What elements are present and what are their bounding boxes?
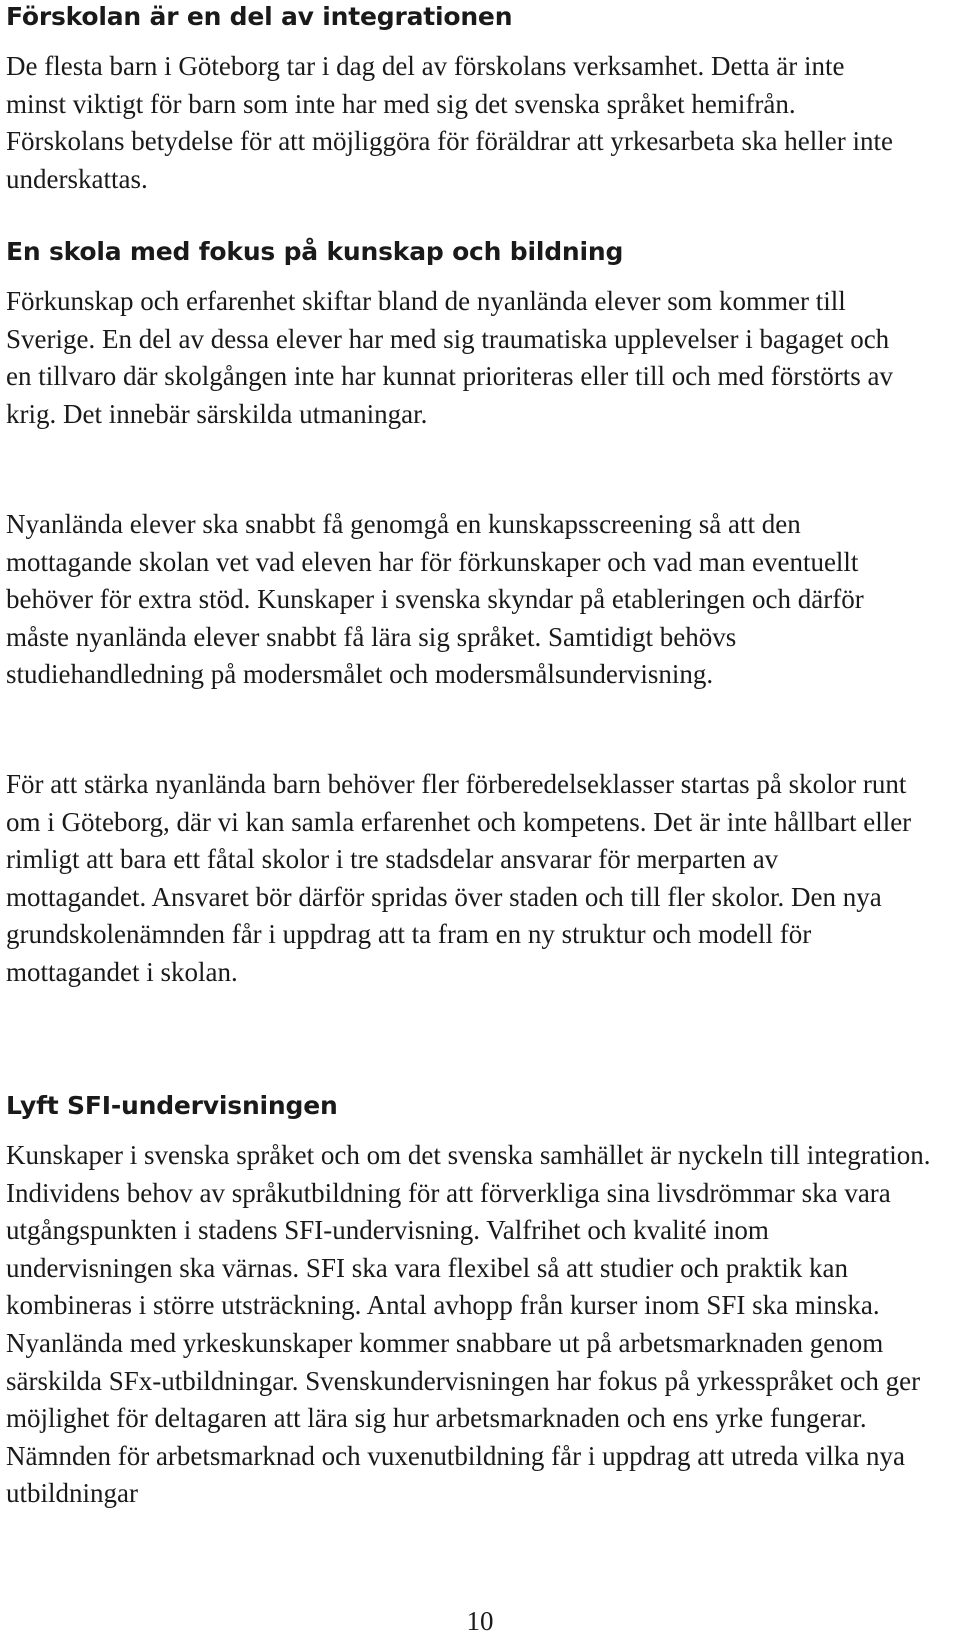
section-heading-skola: En skola med fokus på kunskap och bildning — [6, 237, 624, 266]
section-heading-forskolan: Förskolan är en del av integrationen — [6, 2, 513, 31]
paragraph-nyanlanda-elever: Nyanlända elever ska snabbt få genomgå en kunskapsscreening så att den mottagande skolan vet vad eleven har för förkunskaper och vad man eventuellt behöver för extra stöd. Kunskaper i svenska skyndar på etableringen och därför måste nyanlända elever snabbt få lära sig språket. Samtidigt behövs studiehandledning på modersmålet och modersmålsundervisning. — [6, 509, 864, 690]
paragraph-forskolan: De flesta barn i Göteborg tar i dag del av förskolans verksamhet. Detta är inte minst viktigt för barn som inte har med sig det svenska språket hemifrån. Förskolans betydelse för att möjliggöra för föräldrar att yrkesarbeta ska heller inte underskattas. — [6, 51, 893, 194]
page-number: 10 — [466, 1606, 494, 1636]
section-heading-sfi: Lyft SFI-undervisningen — [6, 1091, 338, 1120]
paragraph-forberedelseklasser: För att stärka nyanlända barn behöver fler förberedelseklasser startas på skolor runt om i Göteborg, där vi kan samla erfarenhet och kompetens. Det är inte hållbart eller rimligt att bara ett fåtal skolor i tre stadsdelar ansvarar för merparten av mottagandet. Ansvaret bör därför spridas över staden och till fler skolor. Den nya grundskolenämnden får i uppdrag att ta fram en ny struktur och modell för mottagandet i skolan. — [6, 769, 912, 987]
paragraph-sfi: Kunskaper i svenska språket och om det svenska samhället är nyckeln till integration. Individens behov av språkutbildning för att förverkliga sina livsdrömmar ska vara utgångspunkten i stadens SFI-undervisning. Valfrihet och kvalité inom undervisningen ska värnas. SFI ska vara flexibel så att studier och praktik kan kombineras i större utsträckning. Antal avhopp från kurser inom SFI ska minska. Nyanlända med yrkeskunskaper kommer snabbare ut på arbetsmarknaden genom särskilda SFx-utbildningar. Svenskundervisningen har fokus på yrkesspråket och ger möjlighet för deltagaren att lära sig hur arbetsmarknaden och ens yrke fungerar. Nämnden för arbetsmarknad och vuxenutbildning får i uppdrag att utreda vilka nya utbildningar — [6, 1140, 931, 1509]
paragraph-forkunskap: Förkunskap och erfarenhet skiftar bland de nyanlända elever som kommer till Sverige. En del av dessa elever har med sig traumatiska upplevelser i bagaget och en tillvaro där skolgången inte har kunnat prioriteras eller till och med förstörts av krig. Det innebär särskilda utmaningar. — [6, 286, 893, 429]
